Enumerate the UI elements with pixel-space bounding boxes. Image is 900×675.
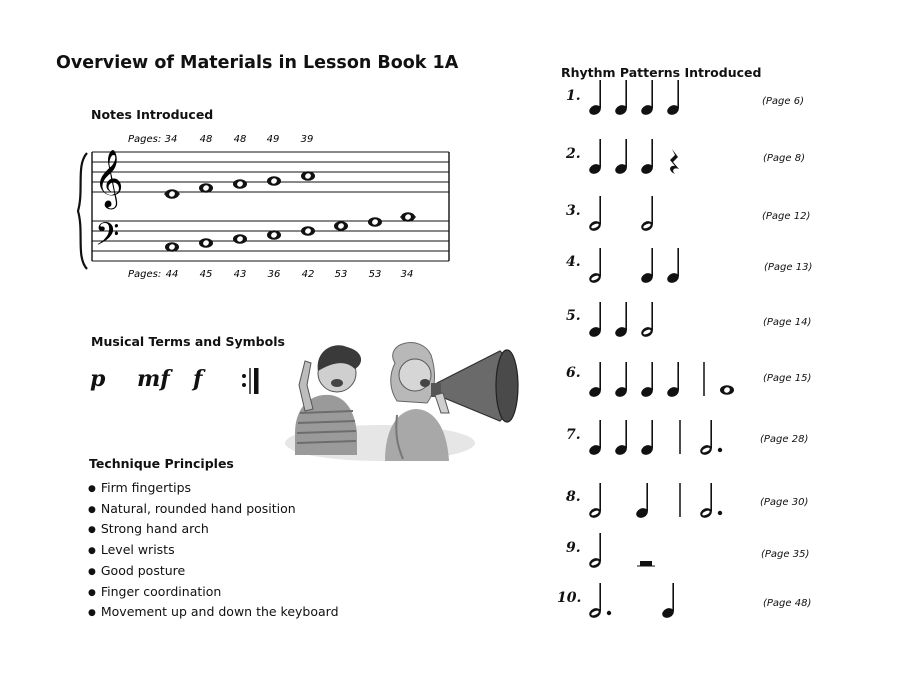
pattern-page: (Page 35) xyxy=(761,549,810,560)
quarter-note-icon xyxy=(635,483,650,520)
treble-notes xyxy=(164,171,315,199)
bass-page-label: 53 xyxy=(334,269,348,280)
quarter-note-icon xyxy=(666,362,681,399)
quarter-rest-icon xyxy=(670,149,679,174)
whole-note-icon xyxy=(164,189,180,199)
quarter-note-icon xyxy=(640,80,655,117)
pattern-number: 4. xyxy=(566,254,581,270)
brace-icon xyxy=(78,153,87,269)
pattern-page: (Page 8) xyxy=(763,153,806,164)
rhythm-pattern-8 xyxy=(588,483,723,520)
whole-note-icon xyxy=(267,176,281,186)
rhythm-pattern-10 xyxy=(588,583,676,620)
list-item: ● Finger coordination xyxy=(88,583,339,604)
treble-page-label: 39 xyxy=(300,134,314,145)
quarter-note-icon xyxy=(614,420,629,457)
list-item: ● Level wrists xyxy=(88,541,339,562)
pattern-number: 7. xyxy=(566,427,581,443)
page-title: Overview of Materials in Lesson Book 1A xyxy=(56,53,459,73)
rhythm-heading: Rhythm Patterns Introduced xyxy=(561,65,762,80)
rhythm-pattern-9 xyxy=(588,533,655,570)
pattern-page: (Page 48) xyxy=(763,598,812,609)
whole-note-icon xyxy=(301,226,315,236)
list-item: ● Movement up and down the keyboard xyxy=(88,603,339,624)
treble-page-label: 49 xyxy=(266,134,280,145)
quarter-note-icon xyxy=(588,80,603,117)
rhythm-pattern-4 xyxy=(588,248,681,285)
quarter-note-icon xyxy=(614,302,629,339)
list-item: ● Strong hand arch xyxy=(88,520,339,541)
dynamic-mezzo-forte: mf xyxy=(137,366,170,392)
quarter-note-icon xyxy=(614,362,629,399)
half-note-icon xyxy=(588,533,603,570)
whole-note-icon xyxy=(334,221,348,231)
whole-note-icon xyxy=(720,385,734,395)
dynamic-forte: f xyxy=(193,366,203,392)
whole-note-icon xyxy=(368,217,382,227)
terms-heading: Musical Terms and Symbols xyxy=(91,334,285,349)
treble-page-label: 34 xyxy=(164,134,178,145)
technique-heading: Technique Principles xyxy=(89,456,234,471)
pattern-page: (Page 14) xyxy=(763,317,812,328)
bass-page-label: 53 xyxy=(368,269,382,280)
treble-clef-icon: 𝄞 xyxy=(94,149,124,207)
quarter-note-icon xyxy=(640,362,655,399)
technique-list xyxy=(88,479,339,624)
pattern-number: 8. xyxy=(566,489,581,505)
treble-staff xyxy=(92,152,449,192)
notes-heading: Notes Introduced xyxy=(91,107,214,122)
pattern-number: 1. xyxy=(566,88,581,104)
quarter-note-icon xyxy=(614,80,629,117)
pattern-number: 3. xyxy=(566,203,581,219)
quarter-note-icon xyxy=(640,248,655,285)
quarter-note-icon xyxy=(661,583,676,620)
bass-notes xyxy=(165,212,416,252)
list-item: ● Firm fingertips xyxy=(88,479,339,500)
whole-note-icon xyxy=(199,183,213,193)
rhythm-pattern-3 xyxy=(588,196,655,233)
pages-label-treble: Pages: xyxy=(128,134,162,145)
list-item: ● Natural, rounded hand position xyxy=(88,500,339,521)
bass-page-label: 42 xyxy=(301,269,315,280)
dotted-half-note-icon xyxy=(588,583,603,620)
quarter-note-icon xyxy=(640,139,655,176)
treble-page-label: 48 xyxy=(199,134,213,145)
quarter-note-icon xyxy=(666,248,681,285)
whole-note-icon xyxy=(400,212,416,222)
bass-page-label: 43 xyxy=(233,269,247,280)
bass-staff xyxy=(92,221,449,261)
repeat-sign-icon xyxy=(240,366,264,396)
pattern-number: 6. xyxy=(566,365,581,381)
whole-note-icon xyxy=(233,179,247,189)
dynamic-piano: p xyxy=(90,366,106,392)
dotted-half-note-icon xyxy=(699,420,714,457)
half-note-icon xyxy=(640,196,655,233)
children-megaphone-illustration xyxy=(285,333,525,463)
bass-page-label: 34 xyxy=(400,269,414,280)
pattern-page: (Page 30) xyxy=(760,497,809,508)
quarter-note-icon xyxy=(588,139,603,176)
rhythm-pattern-5 xyxy=(588,302,655,339)
rhythm-pattern-6 xyxy=(588,362,734,399)
rhythm-notation xyxy=(580,80,760,625)
grand-staff xyxy=(70,125,460,285)
quarter-note-icon xyxy=(588,362,603,399)
pages-label-bass: Pages: xyxy=(128,269,162,280)
quarter-note-icon xyxy=(614,139,629,176)
rhythm-pattern-7 xyxy=(588,420,723,457)
whole-note-icon xyxy=(267,230,281,240)
bass-page-label: 45 xyxy=(199,269,213,280)
whole-note-icon xyxy=(233,234,247,244)
whole-note-icon xyxy=(301,171,315,181)
quarter-note-icon xyxy=(588,302,603,339)
half-note-icon xyxy=(588,196,603,233)
pattern-page: (Page 12) xyxy=(762,211,811,222)
half-note-icon xyxy=(588,248,603,285)
half-note-icon xyxy=(588,483,603,520)
list-item: ● Good posture xyxy=(88,562,339,583)
rhythm-pattern-1 xyxy=(588,80,681,117)
treble-page-label: 48 xyxy=(233,134,247,145)
pattern-page: (Page 13) xyxy=(764,262,813,273)
pattern-page: (Page 6) xyxy=(762,96,805,107)
half-rest-icon xyxy=(637,561,655,566)
half-note-icon xyxy=(640,302,655,339)
quarter-note-icon xyxy=(640,420,655,457)
whole-note-icon xyxy=(165,242,179,252)
quarter-note-icon xyxy=(588,420,603,457)
dotted-half-note-icon xyxy=(699,483,714,520)
pattern-page: (Page 15) xyxy=(763,373,812,384)
quarter-note-icon xyxy=(666,80,681,117)
pattern-number: 9. xyxy=(566,540,581,556)
pattern-number: 10. xyxy=(557,590,582,606)
whole-note-icon xyxy=(199,238,213,248)
pattern-number: 2. xyxy=(566,146,581,162)
pattern-number: 5. xyxy=(566,308,581,324)
rhythm-pattern-2 xyxy=(588,139,679,176)
pattern-page: (Page 28) xyxy=(760,434,809,445)
bass-page-label: 44 xyxy=(165,269,179,280)
bass-clef-icon: 𝄢 xyxy=(95,216,120,260)
bass-page-label: 36 xyxy=(267,269,281,280)
